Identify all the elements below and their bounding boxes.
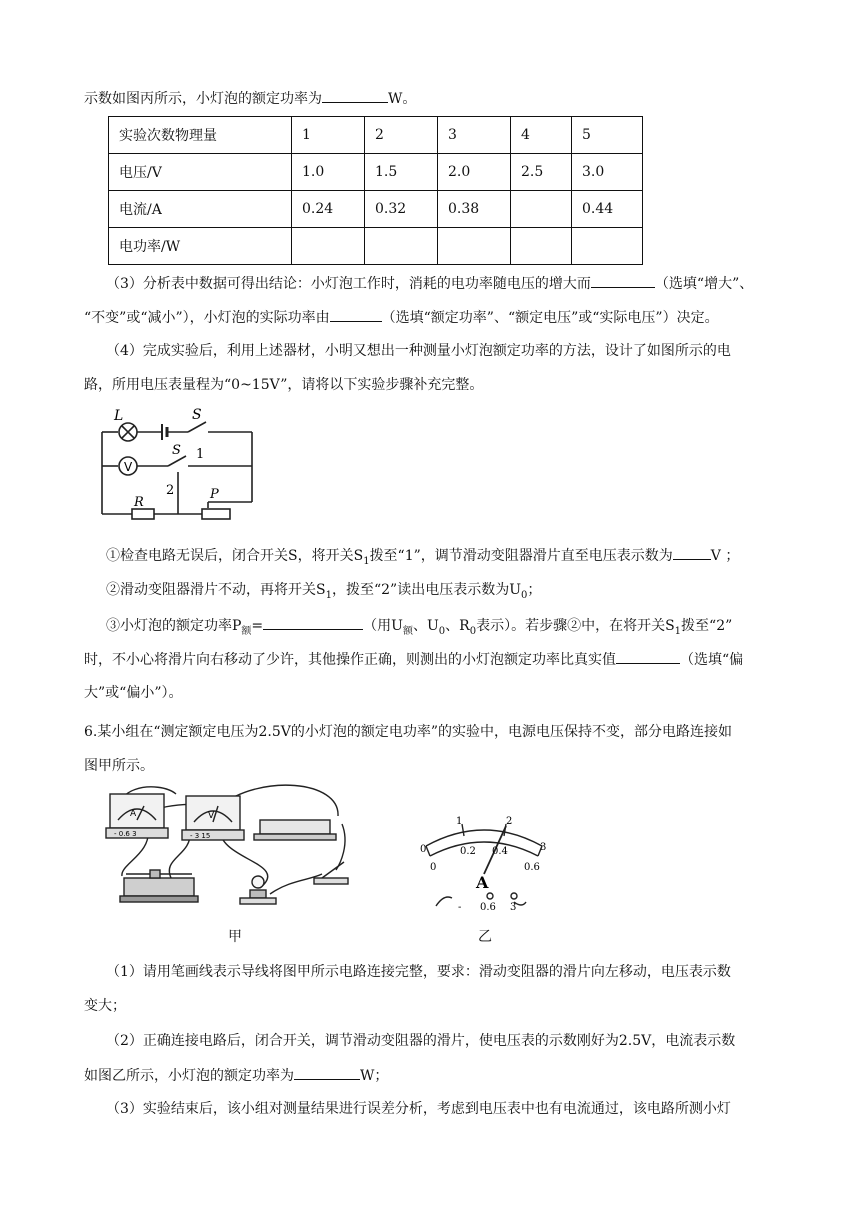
step-text: V ； [710,548,740,564]
table-cell: 2.5 [511,154,572,191]
voltmeter-unit: V [208,811,215,821]
table-cell: 1.0 [292,154,365,191]
table-cell: 0.38 [438,191,511,228]
step-text: （选填“偏 [680,652,744,668]
table-cell: 5 [572,117,643,154]
answer-blank[interactable] [263,615,363,630]
subscript: 1 [674,625,682,637]
step-text: ①检查电路无误后，闭合开关S，将开关S [106,548,364,564]
terminal-0-6: 0.6 [480,902,496,913]
step-text: ③小灯泡的额定功率P [106,618,242,634]
tick-top-0: 0 [420,844,427,855]
table-cell[interactable] [365,228,438,265]
step-text: 拨至“1”，调节滑动变阻器滑片直至电压表示数为 [369,548,673,564]
q3-line-2 [84,307,719,328]
table-cell[interactable] [511,228,572,265]
q6-2-line-1 [106,1031,735,1051]
q4-line-1 [106,341,731,361]
table-header-row [109,117,643,154]
step-3 [106,615,732,642]
q3-text: （3）分析表中数据可得出结论：小灯泡工作时，消耗的电功率随电压的增大而 [106,276,591,292]
q6-3-line-1 [106,1099,731,1119]
meter-unit: A [476,873,489,892]
q6-line-2 [84,756,154,776]
answer-blank[interactable] [616,649,680,664]
data-table [108,116,643,265]
step-1 [106,545,739,572]
table-cell: 2 [365,117,438,154]
table-cell[interactable] [572,228,643,265]
intro-unit: W。 [388,91,417,107]
label-v: V [124,460,133,474]
tick-bottom-3: 0.6 [524,862,540,873]
step-text: 大”或“偏小”）。 [84,685,183,701]
ammeter-dial [414,812,554,916]
table-cell[interactable] [292,228,365,265]
q6-1-text: （1）请用笔画线表示导线将图甲所示电路连接完整，要求：滑动变阻器的滑片向左移动，电压表示数 [106,964,731,980]
ammeter-unit: A [130,809,137,819]
q6-1-line-2 [84,996,126,1016]
step-text: ，拨至“2”读出电压表示数为U [331,582,521,598]
table-cell[interactable] [438,228,511,265]
table-row [109,191,643,228]
table-cell: 2.0 [438,154,511,191]
step-text: ②滑动变阻器滑片不动，再将开关S [106,582,326,598]
intro-text: 示数如图丙所示，小灯泡的额定功率为 [84,91,322,107]
label-1: 1 [196,447,205,462]
step-3-line-3 [84,683,182,703]
table-cell: 3 [438,117,511,154]
step-text: 、R [445,618,470,634]
voltmeter-terminals: - 3 15 [190,832,211,840]
q6-2-text: W； [360,1068,389,1084]
subscript: 0 [469,625,477,637]
step-text: ； [527,582,542,598]
table-cell: 电流/A [109,191,292,228]
tick-bottom-2: 0.4 [492,846,508,857]
answer-blank[interactable] [591,273,655,288]
step-text: 时，不小心将滑片向右移动了少许，其他操作正确，则测出的小灯泡额定功率比真实值 [84,652,616,668]
label-l: L [114,408,124,424]
subscript: 1 [325,589,332,601]
answer-blank[interactable] [330,307,382,322]
subscript: 0 [521,589,528,601]
step-3-line-2 [84,649,743,670]
table-cell: 3.0 [572,154,643,191]
table-row [109,228,643,265]
label-r: R [134,495,144,510]
step-text: 表示）。若步骤②中，在将开关S [476,618,675,634]
q6-2-line-2 [84,1065,388,1086]
table-cell: 实验次数物理量 [109,117,292,154]
tick-bottom-0: 0 [430,862,437,873]
table-cell: 0.44 [572,191,643,228]
tick-top-3: 3 [540,842,547,853]
caption-yi: 乙 [478,929,492,945]
subscript: 额 [402,625,413,637]
answer-blank[interactable] [322,88,388,103]
tick-top-1: 1 [456,816,463,827]
intro-line [84,88,416,109]
q6-3-text: （3）实验结束后，该小组对测量结果进行误差分析，考虑到电压表中也有电流通过，该电路所测小灯 [106,1101,731,1117]
q4-text: 路，所用电压表量程为“0~15V”，请将以下实验步骤补充完整。 [84,377,484,393]
label-s1: S [172,443,181,458]
q4-line-2 [84,375,483,395]
answer-blank[interactable] [294,1065,360,1080]
q3-text: （选填“增大”、 [654,276,754,292]
q4-text: （4）完成实验后，利用上述器材，小明又想出一种测量小灯泡额定功率的方法，设计了如图所示的电 [106,343,731,359]
answer-blank[interactable] [673,545,711,560]
q6-1-line-1 [106,962,731,982]
caption-jia: 甲 [228,929,242,945]
step-2 [106,580,541,606]
label-s: S [192,407,202,423]
table-cell: 4 [511,117,572,154]
table-cell: 电压/V [109,154,292,191]
terminal-minus: - [458,902,462,913]
ammeter-terminals: - 0.6 3 [114,830,137,838]
q6-2-text: 如图乙所示，小灯泡的额定功率为 [84,1068,294,1084]
table-cell: 1 [292,117,365,154]
label-2: 2 [166,483,175,498]
table-cell: 1.5 [365,154,438,191]
q6-text: 6.某小组在“测定额定电压为2.5V的小灯泡的额定电功率”的实验中，电源电压保持不变，部分电路连接如 [84,724,733,740]
q6-line-1 [84,722,732,742]
tick-top-2: 2 [506,816,513,827]
table-cell: 电功率/W [109,228,292,265]
table-cell[interactable] [511,191,572,228]
q3-line-1 [106,273,753,294]
circuit-diagram [96,406,266,526]
tick-bottom-1: 0.2 [460,846,476,857]
table-cell: 0.24 [292,191,365,228]
q6-1-text: 变大； [84,998,126,1014]
label-p: P [210,487,219,502]
step-text: 、U [412,618,439,634]
subscript: 1 [363,555,370,567]
step-text: （用U [363,618,403,634]
q3-text: “不变”或“减小”），小灯泡的实际功率由 [84,310,330,326]
apparatus-figure [100,784,370,924]
subscript: 0 [438,625,446,637]
q3-text: （选填“额定功率”、“额定电压”或“实际电压”）决定。 [381,310,719,326]
step-text: 拨至“2” [681,618,733,634]
table-cell: 0.32 [365,191,438,228]
table-row [109,154,643,191]
q6-2-text: （2）正确连接电路后，闭合开关，调节滑动变阻器的滑片，使电压表的示数刚好为2.5V，电流表示数 [106,1033,736,1049]
terminal-3: 3 [510,902,517,913]
step-text: = [251,618,264,634]
subscript: 额 [241,625,252,637]
q6-text: 图甲所示。 [84,758,154,774]
